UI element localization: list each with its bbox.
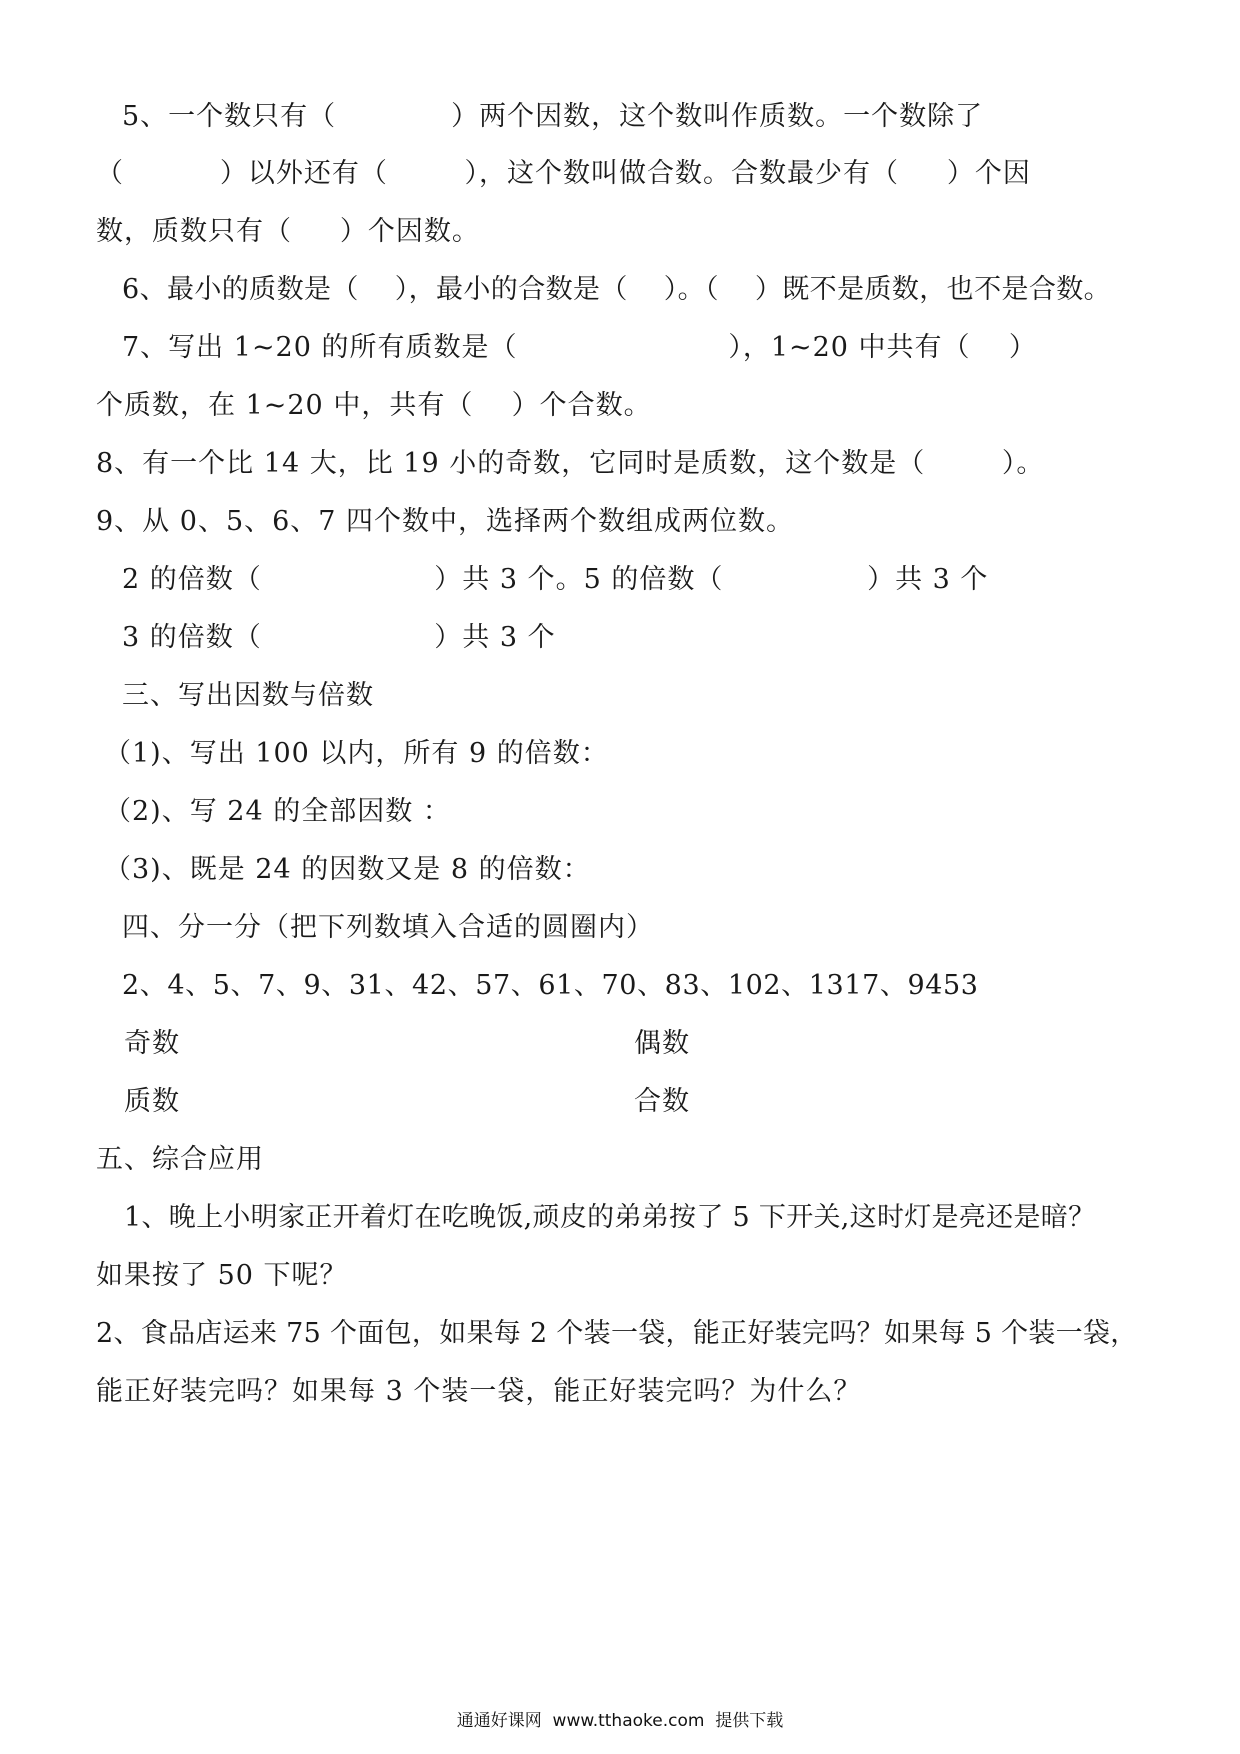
section-4-heading: 四、分一分（把下列数填入合适的圆圈内） xyxy=(122,912,654,943)
section-4-numbers: 2、4、5、7、9、31、42、57、61、70、83、102、1317、9453 xyxy=(122,970,979,1001)
q7-line-1: 7、写出 1~20 的所有质数是（ ），1~20 中共有（ ） xyxy=(122,332,1037,363)
q5-line-3: 数，质数只有（ ）个因数。 xyxy=(96,216,480,247)
category-composite: 合数 xyxy=(634,1086,690,1117)
section-3-q1: （1)、写出 100 以内，所有 9 的倍数： xyxy=(104,738,609,769)
q5-line-2: （ ）以外还有（ ），这个数叫做合数。合数最少有（ ）个因 xyxy=(96,158,1031,189)
page-footer: 通通好课网 www.tthaoke.com 提供下载 xyxy=(456,1711,784,1731)
section-5-q2-line-2: 能正好装完吗？如果每 3 个装一袋，能正好装完吗？为什么？ xyxy=(96,1376,862,1407)
q7-line-2: 个质数，在 1~20 中，共有（ ）个合数。 xyxy=(96,390,652,421)
q9-line: 9、从 0、5、6、7 四个数中，选择两个数组成两位数。 xyxy=(96,506,795,537)
category-even: 偶数 xyxy=(634,1028,690,1059)
q8-line: 8、有一个比 14 大，比 19 小的奇数，它同时是质数，这个数是（ ）。 xyxy=(96,448,1045,479)
section-5-q1-line-2: 如果按了 50 下呢？ xyxy=(96,1260,348,1291)
q9-multiples-2-5: 2 的倍数（ ）共 3 个。5 的倍数（ ）共 3 个 xyxy=(122,564,989,595)
section-5-heading: 五、综合应用 xyxy=(96,1144,264,1175)
category-prime: 质数 xyxy=(124,1086,180,1117)
section-3-q2: （2)、写 24 的全部因数 ： xyxy=(104,796,451,827)
section-5-q1-line-1: 1、晚上小明家正开着灯在吃晚饭,顽皮的弟弟按了 5 下开关,这时灯是亮还是暗？ xyxy=(124,1202,1096,1233)
section-5-q2-line-1: 2、食品店运来 75 个面包，如果每 2 个装一袋，能正好装完吗？如果每 5 个装一袋， xyxy=(96,1318,1138,1349)
q6-line: 6、最小的质数是（ ），最小的合数是（ ）。（ ）既不是质数，也不是合数。 xyxy=(122,274,1112,305)
q5-line-1: 5、一个数只有（ ）两个因数，这个数叫作质数。一个数除了 xyxy=(122,101,984,132)
q9-multiples-3: 3 的倍数（ ）共 3 个 xyxy=(122,622,556,653)
category-odd: 奇数 xyxy=(124,1028,180,1059)
section-3-heading: 三、写出因数与倍数 xyxy=(122,680,374,711)
section-3-q3: （3)、既是 24 的因数又是 8 的倍数： xyxy=(104,854,591,885)
